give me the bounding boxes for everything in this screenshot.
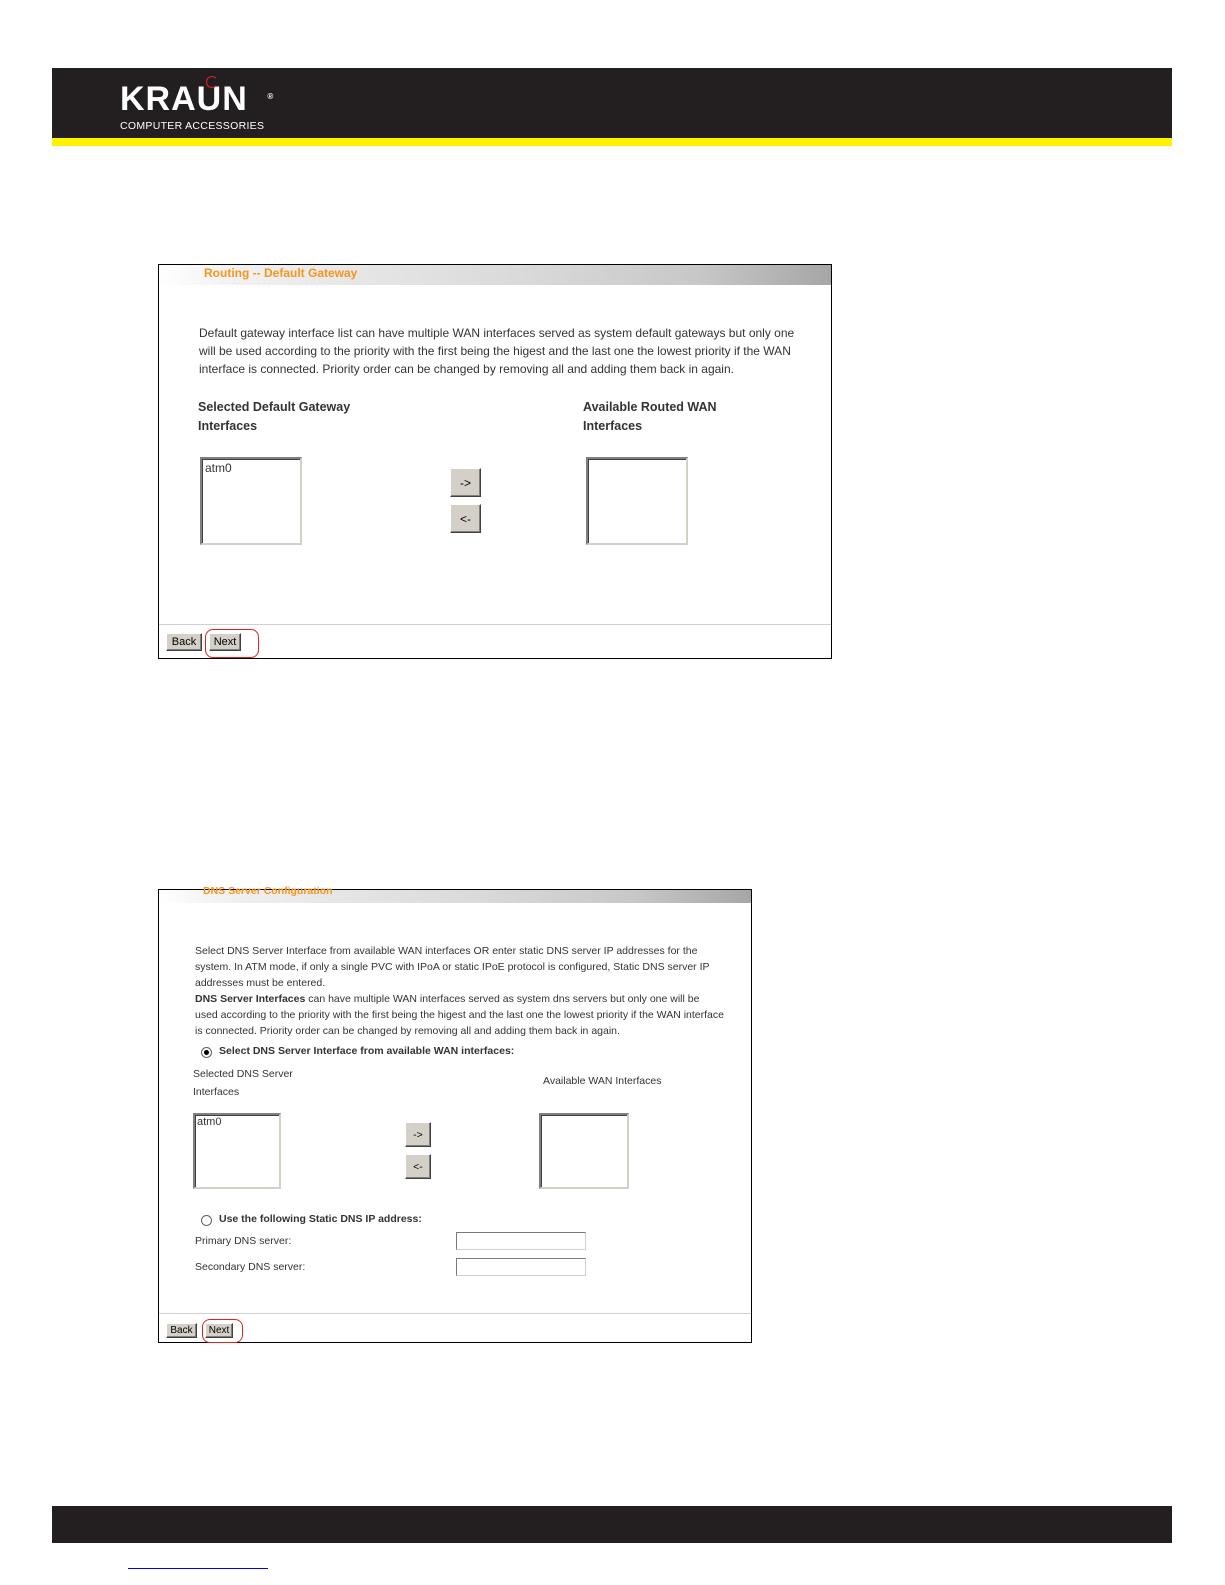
- list-item[interactable]: atm0: [197, 1116, 222, 1128]
- radio-dns-interface-label: Select DNS Server Interface from available WAN interfaces:: [219, 1045, 515, 1057]
- list-item[interactable]: atm0: [205, 461, 232, 475]
- dns-description: [195, 943, 749, 1039]
- panel-title: DNS Server Configuration: [203, 885, 333, 897]
- description-line: system. In ATM mode, if only a single PVC with IPoA or static IPoE protocol is configured, Static DNS server IP: [195, 961, 710, 973]
- next-highlight-circle: [205, 629, 259, 658]
- description-text: can have multiple WAN interfaces served as system dns servers but only one will be: [305, 993, 700, 1005]
- move-left-button[interactable]: <-: [450, 504, 481, 533]
- label-line: Interfaces: [193, 1086, 240, 1098]
- description-line: Default gateway interface list can have multiple WAN interfaces served as system default gateways but only one: [199, 326, 795, 340]
- default-gateway-panel: [158, 264, 832, 659]
- description-line: will be used according to the priority with the first being the higest and the last one the lowest priority if the WAN: [199, 344, 791, 358]
- description-line: is connected. Priority order can be changed by removing all and adding them back in again.: [195, 1025, 620, 1037]
- label-line: Selected DNS Server: [193, 1068, 293, 1080]
- next-highlight-circle: [202, 1319, 243, 1343]
- back-button[interactable]: Back: [166, 1323, 197, 1338]
- description-line: used according to the priority with the first being the higest and the last one the lowest priority if the WAN interface: [195, 1009, 724, 1021]
- next-button[interactable]: Next: [209, 633, 241, 651]
- header-yellow-stripe: [52, 138, 1172, 146]
- kraun-logo: [120, 80, 275, 132]
- label-line: Selected Default Gateway: [198, 400, 351, 414]
- selected-gateway-listbox[interactable]: [200, 457, 302, 545]
- available-wan-label: Available WAN Interfaces: [543, 1075, 662, 1087]
- secondary-dns-label: Secondary DNS server:: [195, 1261, 306, 1273]
- available-routed-wan-label: [583, 398, 717, 436]
- radio-static-dns[interactable]: [201, 1215, 212, 1226]
- radio-static-dns-label: Use the following Static DNS IP address:: [219, 1213, 422, 1225]
- description-line: addresses must be entered.: [195, 977, 326, 989]
- site-footer: [52, 1506, 1172, 1543]
- secondary-dns-input[interactable]: [456, 1258, 586, 1276]
- radio-dns-interface[interactable]: [201, 1047, 212, 1058]
- description-line: interface is connected. Priority order can be changed by removing all and adding them back in again.: [199, 362, 734, 376]
- logo-brand: KRAUN: [120, 80, 248, 118]
- next-button[interactable]: Next: [205, 1323, 233, 1338]
- label-line: Available Routed WAN: [583, 400, 717, 414]
- move-left-button[interactable]: <-: [405, 1154, 431, 1179]
- selected-dns-label: [193, 1065, 293, 1101]
- registered-mark: ®: [267, 92, 275, 101]
- primary-dns-input[interactable]: [456, 1232, 586, 1250]
- primary-dns-label: Primary DNS server:: [195, 1235, 292, 1247]
- site-header: [52, 68, 1172, 138]
- back-button[interactable]: Back: [166, 633, 202, 651]
- selected-gateway-label: [198, 398, 350, 436]
- available-routed-wan-listbox[interactable]: [586, 457, 688, 545]
- label-line: Interfaces: [198, 419, 258, 433]
- description-line: [195, 991, 749, 1007]
- panel-divider: [159, 624, 831, 625]
- panel-title: Routing -- Default Gateway: [204, 266, 358, 280]
- selected-dns-listbox[interactable]: [193, 1113, 281, 1189]
- footer-link-underline[interactable]: [128, 1568, 268, 1569]
- dns-config-panel: [158, 885, 752, 1343]
- move-right-button[interactable]: ->: [405, 1122, 431, 1147]
- label-line: Interfaces: [583, 419, 643, 433]
- gateway-description: [199, 324, 829, 378]
- move-right-button[interactable]: ->: [450, 468, 481, 497]
- available-wan-listbox[interactable]: [539, 1113, 629, 1189]
- dns-interfaces-term: DNS Server Interfaces: [195, 993, 306, 1005]
- panel-divider: [159, 1313, 751, 1314]
- logo-tagline: COMPUTER ACCESSORIES: [120, 120, 265, 132]
- description-line: Select DNS Server Interface from available WAN interfaces OR enter static DNS server IP addresses for the: [195, 945, 698, 957]
- logo-swirl-icon: [206, 76, 218, 88]
